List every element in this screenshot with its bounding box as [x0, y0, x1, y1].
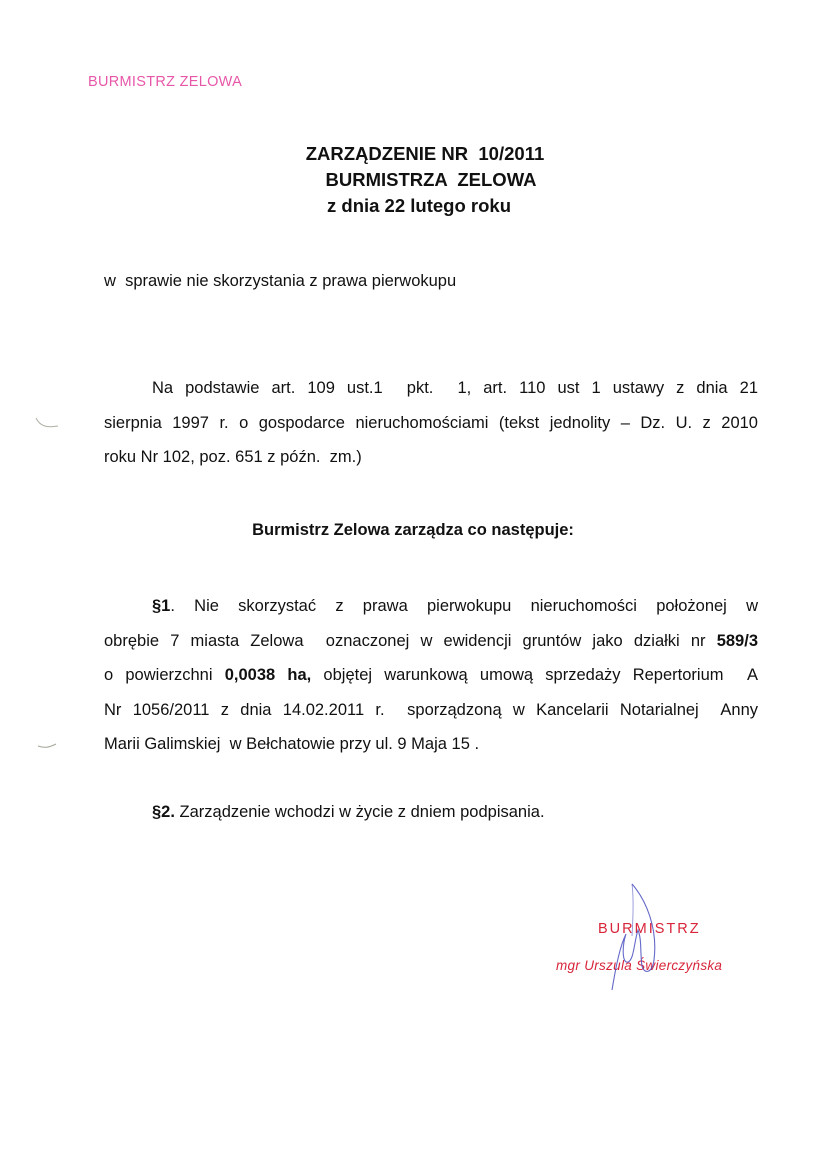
header-stamp: BURMISTRZ ZELOWA: [88, 74, 243, 90]
clause-1-marker: §1: [152, 597, 171, 615]
scan-margin-mark: [30, 732, 70, 762]
clause-1-line: Marii Galimskiej w Bełchatowie przy ul. 9 Maja 15 .: [104, 735, 480, 753]
document-subject: w sprawie nie skorzystania z prawa pierwokupu: [104, 272, 457, 290]
clause-2-marker: §2.: [152, 803, 175, 821]
clause-1-text: obrębie 7 miasta Zelowa oznaczonej w ewidencji gruntów jako działki nr: [104, 631, 717, 650]
clause-2-paragraph: [152, 803, 545, 822]
decree-heading: Burmistrz Zelowa zarządza co następuje:: [252, 521, 574, 539]
clause-1-paragraph: [104, 589, 758, 762]
clause-1-text: . Nie skorzystać z prawa pierwokupu nieruchomości położonej w: [170, 597, 758, 615]
title-line-date: z dnia 22 lutego roku: [327, 195, 511, 216]
scan-margin-mark: [30, 412, 70, 442]
parcel-area: 0,0038 ha,: [224, 666, 312, 684]
clause-1-line: Nr 1056/2011 z dnia 14.02.2011 r. sporządzoną w Kancelarii Notarialnej Anny: [104, 700, 758, 719]
legal-basis-line: Na podstawie art. 109 ust.1 pkt. 1, art. 110 ust 1 ustawy z dnia 21: [152, 379, 758, 397]
signature-stamp-name: mgr Urszula Świerczyńska: [556, 958, 723, 973]
document-title: [0, 141, 826, 219]
parcel-number: 589/3: [716, 631, 758, 650]
title-line-decree-number: ZARZĄDZENIE NR 10/2011: [305, 143, 545, 164]
clause-1-line: [104, 658, 758, 693]
title-line-issuer: BURMISTRZA ZELOWA: [325, 169, 537, 190]
legal-basis-line: sierpnia 1997 r. o gospodarce nieruchomościami (tekst jednolity – Dz. U. z 2010: [104, 413, 758, 432]
clause-1-line: [104, 624, 758, 659]
legal-basis-paragraph: [104, 371, 758, 475]
clause-1-line: [104, 589, 758, 624]
handwritten-signature: [560, 870, 760, 1000]
clause-1-text: objętej warunkową umową sprzedaży Repertorium A: [311, 666, 758, 684]
clause-1-text: o powierzchni: [104, 666, 225, 684]
signature-stamp-title: BURMISTRZ: [598, 921, 701, 937]
legal-basis-line: roku Nr 102, poz. 651 z późn. zm.): [104, 448, 362, 466]
clause-2-text: Zarządzenie wchodzi w życie z dniem podpisania.: [174, 803, 545, 821]
